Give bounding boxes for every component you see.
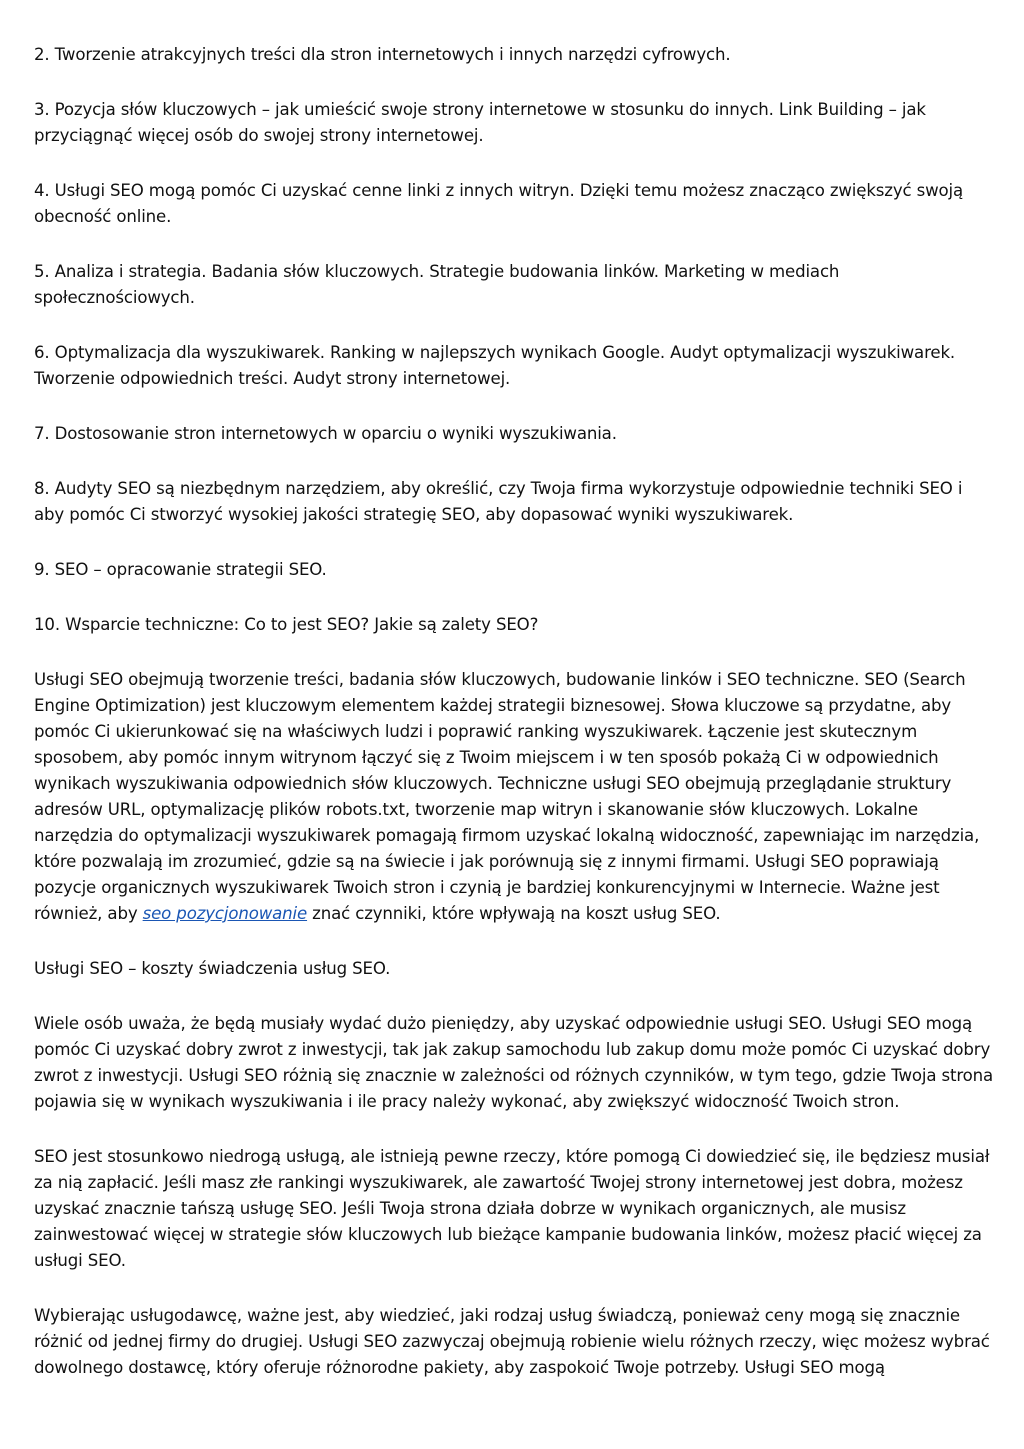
body-paragraph: Wiele osób uważa, że będą musiały wydać dużo pieniędzy, aby uzyskać odpowiednie usługi SEO. Usługi SEO mogą pomóc Ci uzyskać dobry zwrot z inwestycji, tak jak zakup samochodu lub zakup domu może pomóc Ci uzyskać dobry zwrot z inwestycji. Usługi SEO różnią się znacznie w zależności od różnych czynników, w tym tego, gdzie Twoja strona pojawia się w wynikach wyszukiwania i ile pracy należy wykonać, aby zwiększyć widoczność Twoich stron. (34, 1014, 994, 1111)
list-item: 2. Tworzenie atrakcyjnych treści dla stron internetowych i innych narzędzi cyfrowych. (34, 45, 731, 64)
seo-pozycjonowanie-link[interactable]: seo pozycjonowanie (142, 904, 308, 923)
list-item: 3. Pozycja słów kluczowych – jak umieścić swoje strony internetowe w stosunku do innych. Link Building – jak przyciągnąć więcej osób do swojej strony internetowej. (34, 100, 926, 145)
list-item: 9. SEO – opracowanie strategii SEO. (34, 560, 327, 579)
body-paragraph: SEO jest stosunkowo niedrogą usługą, ale istnieją pewne rzeczy, które pomogą Ci dowiedzieć się, ile będziesz musiał za nią zapłacić. Jeśli masz złe rankingi wyszukiwarek, ale zawartość Twojej strony internetowej jest dobra, możesz uzyskać znacznie tańszą usługę SEO. Jeśli Twoja strona działa dobrze w wynikach organicznych, ale musisz zainwestować więcej w strategie słów kluczowych lub bieżące kampanie budowania linków, możesz płacić więcej za usługi SEO. (34, 1147, 990, 1270)
body-paragraph: Wybierając usługodawcę, ważne jest, aby wiedzieć, jaki rodzaj usług świadczą, ponieważ ceny mogą się znacznie różnić od jednej firmy do drugiej. Usługi SEO zazwyczaj obejmują robienie wielu różnych rzeczy, więc możesz wybrać dowolnego dostawcę, który oferuje różnorodne pakiety, aby zaspokoić Twoje potrzeby. Usługi SEO mogą (34, 1306, 990, 1377)
list-item: 7. Dostosowanie stron internetowych w oparciu o wyniki wyszukiwania. (34, 424, 617, 443)
list-item: 6. Optymalizacja dla wyszukiwarek. Ranking w najlepszych wynikach Google. Audyt optymalizacji wyszukiwarek. Tworzenie odpowiednich treści. Audyt strony internetowej. (34, 343, 956, 388)
list-item: 8. Audyty SEO są niezbędnym narzędziem, aby określić, czy Twoja firma wykorzystuje odpowiednie techniki SEO i aby pomóc Ci stworzyć wysokiej jakości strategię SEO, aby dopasować wyniki wyszukiwarek. (34, 479, 963, 524)
list-item: 4. Usługi SEO mogą pomóc Ci uzyskać cenne linki z innych witryn. Dzięki temu możesz znacząco zwiększyć swoją obecność online. (34, 181, 964, 226)
list-item: 5. Analiza i strategia. Badania słów kluczowych. Strategie budowania linków. Marketing w mediach społecznościowych. (34, 262, 840, 307)
services-text-after-link: znać czynniki, które wpływają na koszt usług SEO. (307, 904, 721, 923)
list-item: 10. Wsparcie techniczne: Co to jest SEO? Jakie są zalety SEO? (34, 615, 539, 634)
costs-heading: Usługi SEO – koszty świadczenia usług SEO. (34, 959, 391, 978)
document-page (34, 42, 994, 1410)
services-paragraph (34, 667, 994, 927)
services-text-before-link: Usługi SEO obejmują tworzenie treści, badania słów kluczowych, budowanie linków i SEO techniczne. SEO (Search Engine Optimization) jest kluczowym elementem każdej strategii biznesowej. Słowa kluczowe są przydatne, aby pomóc Ci ukierunkować się na właściwych ludzi i poprawić ranking wyszukiwarek. Łączenie jest skutecznym sposobem, aby pomóc innym witrynom łączyć się z Twoim miejscem i w ten sposób pokażą Ci w odpowiednich wynikach wyszukiwania odpowiednich słów kluczowych. Techniczne usługi SEO obejmują przeglądanie struktury adresów URL, optymalizację plików robots.txt, tworzenie map witryn i skanowanie słów kluczowych. Lokalne narzędzia do optymalizacji wyszukiwarek pomagają firmom uzyskać lokalną widoczność, zapewniając im narzędzia, które pozwalają im zrozumieć, gdzie są na świecie i jak porównują się z innymi firmami. Usługi SEO poprawiają pozycje organicznych wyszukiwarek Twoich stron i czynią je bardziej konkurencyjnymi w Internecie. Ważne jest również, aby (34, 670, 980, 923)
